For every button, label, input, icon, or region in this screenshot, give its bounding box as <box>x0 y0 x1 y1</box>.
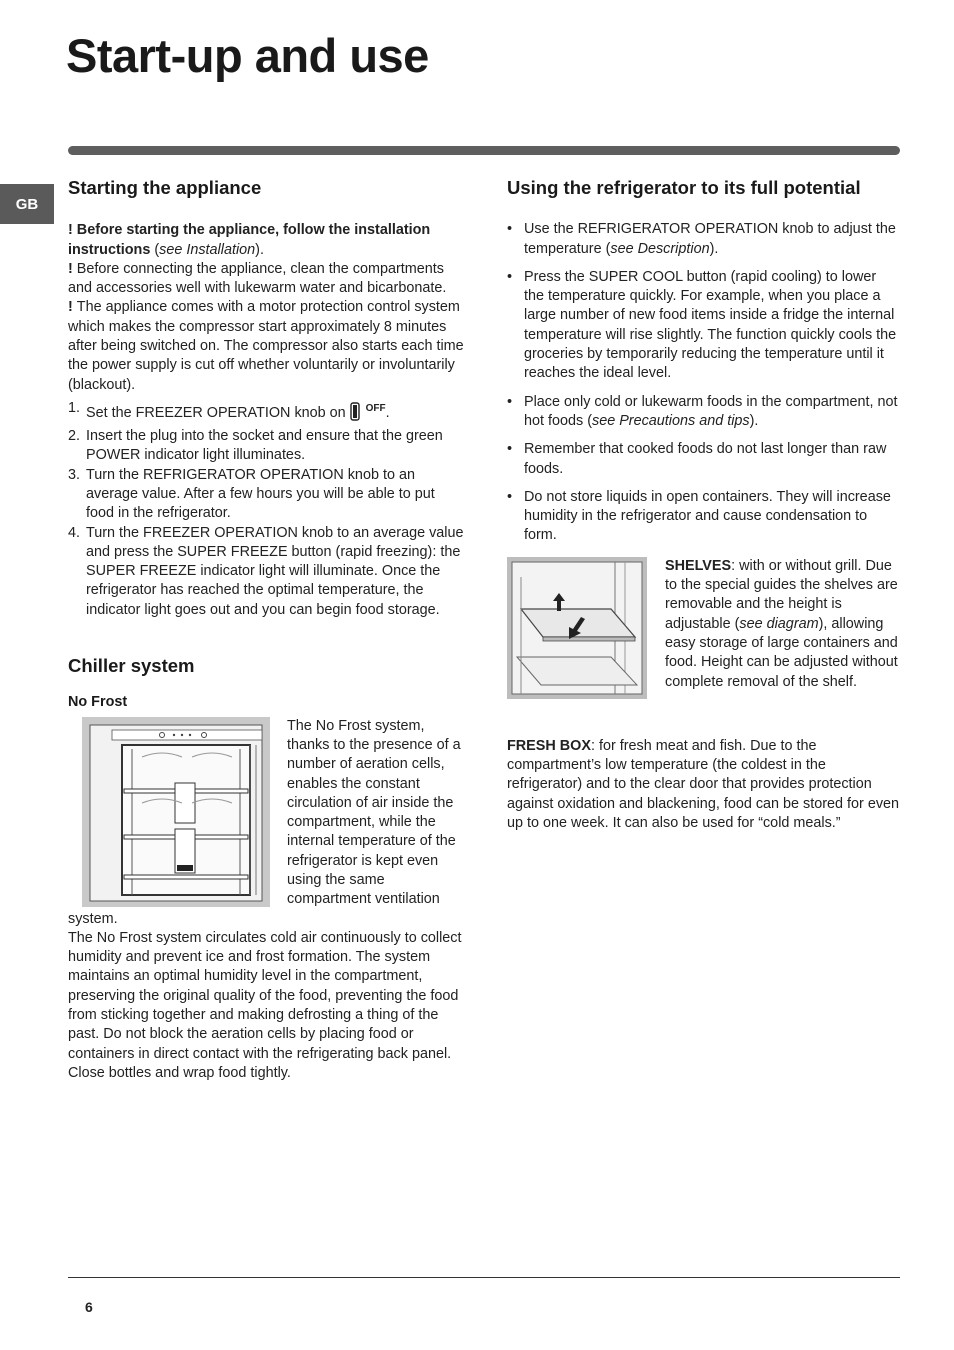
see-installation-ref: see Installation <box>159 241 256 258</box>
see-precautions-ref: see Precautions and tips <box>592 412 750 429</box>
step-item: 2. Insert the plug into the socket and ensure that the green POWER indicator light illuminates. <box>68 428 443 464</box>
starting-steps <box>68 399 464 620</box>
shelves-label: SHELVES <box>665 557 732 574</box>
starting-heading: Starting the appliance <box>68 177 262 198</box>
nofrost-para2: The No Frost system circulates cold air continuously to collect humidity and prevent ice and frost formation. The system maintains an optimal humidity level in the compartment, preserving the original quality of the food, preventing the food from sticking together and making defrosting a thing of the past. Do not block the aeration cells by placing food or containers in direct contact with the refrigerating back panel. Close bottles and wrap food tightly. <box>68 929 462 1081</box>
bullet-item: • Place only cold or lukewarm foods in the compartment, not hot foods (see Precautions and tips). <box>507 393 900 432</box>
starting-clean-text: Before connecting the appliance, clean the compartments and accessories well with lukewarm water and bicarbonate. <box>68 260 447 297</box>
right-column <box>507 178 900 833</box>
footer-rule <box>68 1277 900 1278</box>
freshbox-label: FRESH BOX <box>507 737 591 754</box>
using-bullets <box>507 220 900 545</box>
step-item: 1. Set the FREEZER OPERATION knob on $^{OFF}$. <box>68 399 464 427</box>
starting-warning-bold: Before starting the appliance, follow the installation instructions <box>68 222 431 258</box>
shelf-illustration <box>507 557 647 699</box>
language-tab: GB <box>0 184 54 224</box>
nofrost-fridge-illustration <box>82 717 270 907</box>
step-item: 3. Turn the REFRIGERATOR OPERATION knob to an average value. After a few hours you will be able to put food in the refrigerator. <box>68 466 435 522</box>
starting-compressor-text: The appliance comes with a motor protection control system which makes the compressor start approximately 8 minutes after being switched on. The compressor also starts each time the power supply is cut off whether voluntarily or involuntarily (blackout). <box>68 299 464 393</box>
bullet-item: • Do not store liquids in open containers. They will increase humidity in the refrigerator and cause condensation to form. <box>507 488 900 546</box>
step-item: 4. Turn the FREEZER OPERATION knob to an average value and press the SUPER FREEZE button (rapid freezing): the SUPER FREEZE indicator light will illuminate. Once the refrigerator has reached the optimal temperature, the indicator light goes out and you can begin food storage. <box>68 524 464 618</box>
page-number: 6 <box>85 1299 93 1315</box>
off-label: OFF <box>365 402 386 414</box>
nofrost-subheading: No Frost <box>68 694 128 711</box>
nofrost-para1: The No Frost system, thanks to the presence of a number of aeration cells, enables the constant circulation of air inside the compartment, while the internal temperature of the refrigerator is kept even using the same compartment ventilation system. <box>68 717 461 927</box>
chiller-heading: Chiller system <box>68 655 195 677</box>
page-title: Start-up and use <box>66 29 429 82</box>
bullet-item: • Use the REFRIGERATOR OPERATION knob to adjust the temperature (see Description). <box>507 220 900 259</box>
bullet-item: • Remember that cooked foods do not last longer than raw foods. <box>507 440 900 479</box>
starting-intro: ! Before starting the appliance, follow the installation instructions (see Installation). ! Before connecting the appliance, clean the compartments and accessories well with lukewarm water and bicarbonate. ! The appliance comes with a motor protection control system which makes the compressor start approximately 8 minutes after being switched on. The compressor also starts each time the power supply is cut off whether voluntarily or involuntarily (blackout). <box>68 222 464 393</box>
freshbox-paragraph: FRESH BOX: for fresh meat and fish. Due to the compartment’s low temperature (the coldest in the refrigerator) and to the clear door that provides protection against oxidation and blackening, food can be stored for even up to one week. It can also be used for “cold meals.” <box>507 737 900 831</box>
see-diagram-ref: see diagram <box>739 615 819 632</box>
using-heading: Using the refrigerator to its full potential <box>507 177 861 198</box>
nofrost-section <box>68 717 464 1084</box>
header-rule <box>68 146 900 155</box>
bullet-item: • Press the SUPER COOL button (rapid cooling) to lower the temperature quickly. For example, when you place a large number of new food items inside a fridge the internal temperature will rise slightly. The function quickly cools the groceries by temporarily reducing the temperature until it reaches the ideal level. <box>507 268 900 384</box>
see-description-ref: see Description <box>610 240 710 257</box>
left-column <box>68 178 464 1083</box>
shelves-section: SHELVES: with or without grill. Due to the special guides the shelves are removable and the height is adjustable (see diagram), allowing easy storage of large containers and food. Height can be adjusted without complete removal of the shelf. <box>507 557 900 699</box>
